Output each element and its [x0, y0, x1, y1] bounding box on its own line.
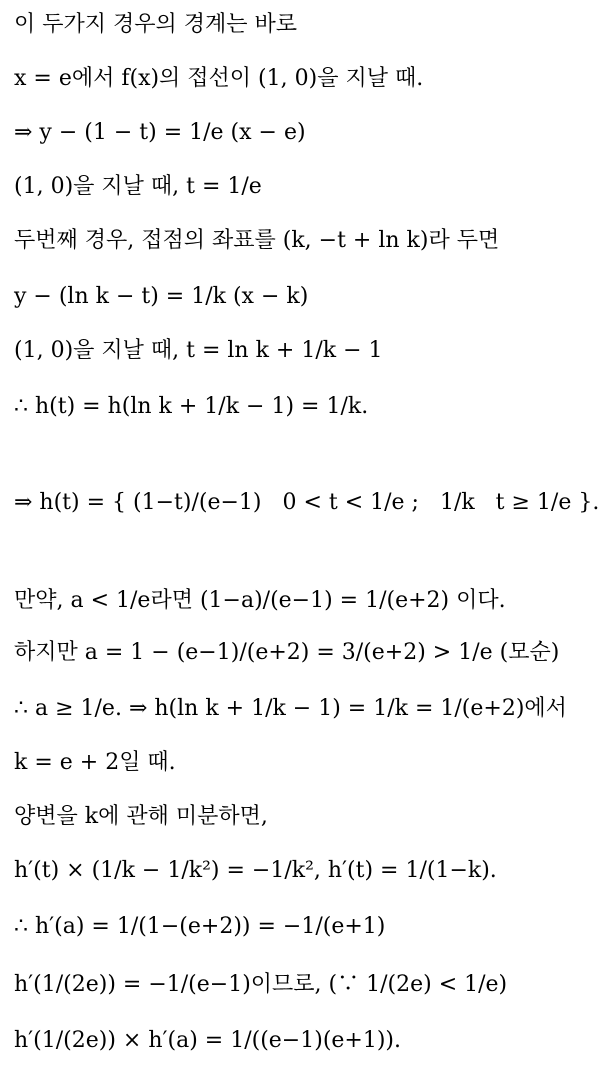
text-line: x = e에서 f(x)의 접선이 (1, 0)을 지날 때. [14, 66, 424, 91]
text-line: ∴ h(t) = h(ln k + 1/k − 1) = 1/k. [14, 394, 369, 419]
text-line: 양변을 k에 관해 미분하면, [14, 804, 268, 829]
text-line: ∴ h′(a) = 1/(1−(e+2)) = −1/(e+1) [14, 914, 386, 939]
text-line: (1, 0)을 지날 때, t = ln k + 1/k − 1 [14, 338, 383, 363]
text-line: y − (ln k − t) = 1/k (x − k) [14, 284, 309, 309]
text-line: ⇒ y − (1 − t) = 1/e (x − e) [14, 120, 306, 145]
text-line: h′(1/(2e)) × h′(a) = 1/((e−1)(e+1)). [14, 1028, 402, 1053]
text-line: h′(1/(2e)) = −1/(e−1)이므로, (∵ 1/(2e) < 1/e) [14, 972, 508, 997]
text-line: k = e + 2일 때. [14, 750, 176, 775]
text-line: 이 두가지 경우의 경계는 바로 [14, 12, 297, 37]
piecewise-line: ⇒ h(t) = { (1−t)/(e−1) 0 < t < 1/e ; 1/k t ≥ 1/e }. [14, 490, 600, 515]
text-line: 만약, a < 1/e라면 (1−a)/(e−1) = 1/(e+2) 이다. [14, 588, 506, 613]
text-line: (1, 0)을 지날 때, t = 1/e [14, 174, 262, 199]
text-line: h′(t) × (1/k − 1/k²) = −1/k², h′(t) = 1/(1−k). [14, 858, 497, 883]
text-line: 하지만 a = 1 − (e−1)/(e+2) = 3/(e+2) > 1/e (모순) [14, 640, 560, 665]
text-line: 두번째 경우, 접점의 좌표를 (k, −t + ln k)라 두면 [14, 228, 500, 253]
text-line: ∴ a ≥ 1/e. ⇒ h(ln k + 1/k − 1) = 1/k = 1/(e+2)에서 [14, 696, 567, 721]
